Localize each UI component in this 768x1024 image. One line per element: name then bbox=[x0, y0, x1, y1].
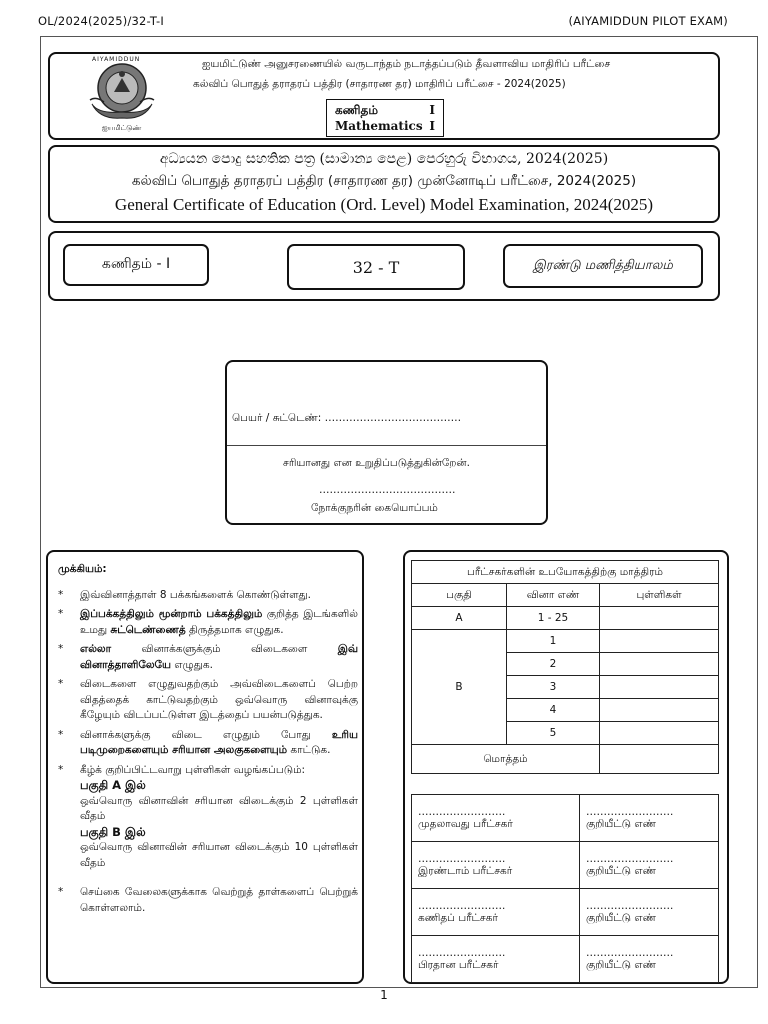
instruction-item: * கீழ்க் குறிப்பிட்டவாறு புள்ளிகள் வழங்கப்படும்: பகுதி A இல் ஒவ்வொரு வினாவின் சரியான விடைக்கும் 2 புள்ளிகள் வீதம் பகுதி B இல் ஒவ்வொரு வினாவின் சரியான விடைக்கும் 10 புள்ளிகள் வீதம் bbox=[58, 763, 358, 872]
code-cell[interactable]: ……………………. குறியீட்டு எண் bbox=[580, 889, 719, 936]
page-number: 1 bbox=[380, 988, 388, 1002]
title-english: General Certificate of Education (Ord. Level) Model Examination, 2024(2025) bbox=[114, 195, 654, 214]
instruction-item: * வினாக்களுக்கு விடை எழுதும் போது உரிய படிமுறைகளையும் சரியான அலகுகளையும் காட்டுக. bbox=[58, 728, 358, 756]
candidate-box bbox=[225, 360, 548, 525]
question-number: 1 bbox=[507, 630, 600, 653]
org-line-1: ஐயமிட்டுண் அனுசரணையில் வருடாந்தம் நடாத்தப்படும் தீவளாவிய மாதிரிப் பரீட்சை bbox=[202, 58, 611, 70]
part-a-range: 1 - 25 bbox=[507, 607, 600, 630]
question-number: 2 bbox=[507, 653, 600, 676]
question-number: 4 bbox=[507, 699, 600, 722]
signature-cell[interactable]: ……………………. கணிதப் பரீட்சகர் bbox=[412, 889, 580, 936]
duration-pill: இரண்டு மணித்தியாலம் bbox=[503, 244, 703, 288]
exam-title-box bbox=[48, 145, 720, 223]
sign-dots[interactable]: ………………………………… bbox=[319, 484, 456, 496]
candidate-label: பெயர் / சுட்டெண்: bbox=[232, 412, 322, 424]
subject-box bbox=[326, 99, 444, 137]
signature-cell[interactable]: ……………………. பிரதான பரீட்சகர் bbox=[412, 936, 580, 983]
part-a-heading: பகுதி A இல் bbox=[80, 778, 146, 792]
instruction-item: * விடைகளை எழுதுவதற்கும் அவ்விடைகளைப் பெற்ற விதத்தைக் காட்டுவதற்கும் ஒவ்வொரு வினாவுக்கு கீழேயும் விடப்பட்டுள்ள இடத்தைப் பயன்படுத்துக. bbox=[58, 678, 358, 721]
instruction-item: * எல்லா வினாக்களுக்கும் விடைகளை இவ் வினாத்தாளிலேயே எழுதுக. bbox=[58, 643, 358, 671]
marks-cell[interactable] bbox=[600, 676, 719, 699]
logo bbox=[86, 56, 158, 136]
role-label: பிரதான பரீட்சகர் bbox=[418, 958, 499, 971]
signature-table bbox=[411, 794, 719, 983]
role-label: இரண்டாம் பரீட்சகர் bbox=[418, 864, 513, 877]
signature-cell[interactable]: ……………………. முதலாவது பரீட்சகர் bbox=[412, 795, 580, 842]
header-question: வினா எண் bbox=[507, 584, 600, 607]
code-cell[interactable]: ……………………. குறியீட்டு எண் bbox=[580, 936, 719, 983]
instructions-title: முக்கியம்: bbox=[58, 563, 107, 575]
header-part: பகுதி bbox=[412, 584, 507, 607]
paper-number-2: I bbox=[429, 119, 435, 133]
code-cell[interactable]: ……………………. குறியீட்டு எண் bbox=[580, 842, 719, 889]
signature-cell[interactable]: ……………………. இரண்டாம் பரீட்சகர் bbox=[412, 842, 580, 889]
paper-number: I bbox=[429, 103, 435, 117]
code-label: குறியீட்டு எண் bbox=[586, 864, 656, 877]
subject-tamil: கணிதம் bbox=[335, 103, 378, 117]
paper-code: OL/2024(2025)/32-T-I bbox=[38, 14, 164, 28]
code-label: குறியீட்டு எண் bbox=[586, 911, 656, 924]
title-sinhala: අධ්‍යයන පොදු සහතික පත්‍ර (සාමාන්‍ය පෙළ) පෙරහුරු විභාගය, 2024(2025) bbox=[159, 151, 609, 167]
instruction-item: * இவ்வினாத்தாள் 8 பக்கங்களைக் கொண்டுள்ளது. bbox=[58, 588, 311, 601]
logo-text: AIYAMIDDUN bbox=[92, 56, 141, 63]
role-label: கணிதப் பரீட்சகர் bbox=[418, 911, 498, 924]
examiner-box bbox=[403, 550, 729, 984]
part-b: B bbox=[412, 630, 507, 745]
header-marks: புள்ளிகள் bbox=[600, 584, 719, 607]
subject-english: Mathematics bbox=[335, 119, 423, 133]
part-a: A bbox=[412, 607, 507, 630]
org-line-2: கல்விப் பொதுத் தராதரப் பத்திர (சாதாரண தர) மாதிரிப் பரீட்சை - 2024(2025) bbox=[193, 78, 566, 90]
total-cell[interactable] bbox=[600, 745, 719, 774]
marks-table-title: பரீட்சகர்களின் உபயோகத்திற்கு மாத்திரம் bbox=[412, 561, 719, 584]
question-number: 5 bbox=[507, 722, 600, 745]
code-label: குறியீட்டு எண் bbox=[586, 958, 656, 971]
instruction-item: * செய்கை வேலைகளுக்காக வெற்றுத் தாள்களைப் பெற்றுக் கொள்ளலாம். bbox=[58, 886, 358, 914]
candidate-dots[interactable]: ………………………………… bbox=[324, 412, 462, 424]
marks-cell[interactable] bbox=[600, 653, 719, 676]
confirm-text: சரியானது என உறுதிப்படுத்துகின்றேன். bbox=[283, 457, 470, 469]
marks-cell[interactable] bbox=[600, 630, 719, 653]
part-a-text: ஒவ்வொரு வினாவின் சரியான விடைக்கும் 2 புள்ளிகள் வீதம் bbox=[80, 794, 358, 822]
role-label: முதலாவது பரீட்சகர் bbox=[418, 817, 513, 830]
total-label: மொத்தம் bbox=[412, 745, 600, 774]
divider bbox=[227, 445, 546, 446]
instructions-box bbox=[46, 550, 364, 984]
logo-caption: ஐயமிட்டுண் bbox=[102, 124, 142, 132]
title-tamil: கல்விப் பொதுத் தராதரப் பத்திர (சாதாரண தர) முன்னோடிப் பரீட்சை, 2024(2025) bbox=[131, 173, 637, 189]
part-b-heading: பகுதி B இல் bbox=[80, 824, 146, 839]
sign-label: நோக்குநரின் கையொப்பம் bbox=[311, 502, 438, 514]
code-pill: 32 - T bbox=[287, 244, 465, 290]
instruction-item: * இப்பக்கத்திலும் மூன்றாம் பக்கத்திலும் குறித்த இடங்களில் உமது சுட்டெண்ணைத் திருத்தமாக எழுதுக. bbox=[58, 608, 359, 636]
marks-table bbox=[411, 560, 719, 774]
marks-cell[interactable] bbox=[600, 722, 719, 745]
code-label: குறியீட்டு எண் bbox=[586, 817, 656, 830]
marks-cell[interactable] bbox=[600, 699, 719, 722]
question-number: 3 bbox=[507, 676, 600, 699]
subject-pill: கணிதம் - I bbox=[63, 244, 209, 286]
part-b-text: ஒவ்வொரு வினாவின் சரியான விடைக்கும் 10 புள்ளிகள் வீதம் bbox=[80, 841, 358, 869]
exam-tag: (AIYAMIDDUN PILOT EXAM) bbox=[568, 14, 728, 28]
marks-cell[interactable] bbox=[600, 607, 719, 630]
code-cell[interactable]: ……………………. குறியீட்டு எண் bbox=[580, 795, 719, 842]
